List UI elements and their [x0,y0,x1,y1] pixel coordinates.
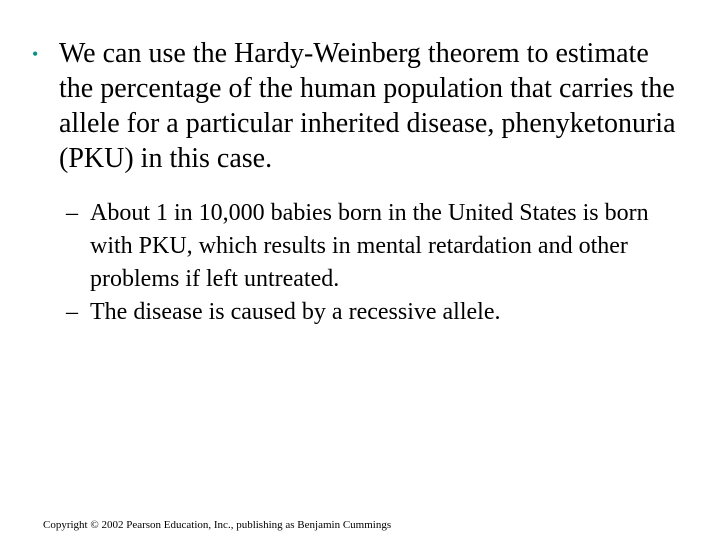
sub-bullet-list [66,197,706,329]
dash-icon: – [66,200,78,226]
sub-bullet-item [66,296,706,329]
sub-bullet-text: The disease is caused by a recessive allele. [90,299,501,325]
copyright-footer: Copyright © 2002 Pearson Education, Inc., publishing as Benjamin Cummings [43,519,392,531]
sub-bullet-item [66,197,706,296]
sub-bullet-text: About 1 in 10,000 babies born in the United States is born with PKU, which results in mental retardation and other problems if left untreated. [90,200,649,292]
bullet-icon: • [32,44,39,64]
dash-icon: – [66,299,78,325]
main-bullet [28,36,698,176]
main-bullet-text: We can use the Hardy-Weinberg theorem to estimate the percentage of the human population that carries the allele for a particular inherited disease, phenyketonuria (PKU) in this case. [59,38,676,174]
